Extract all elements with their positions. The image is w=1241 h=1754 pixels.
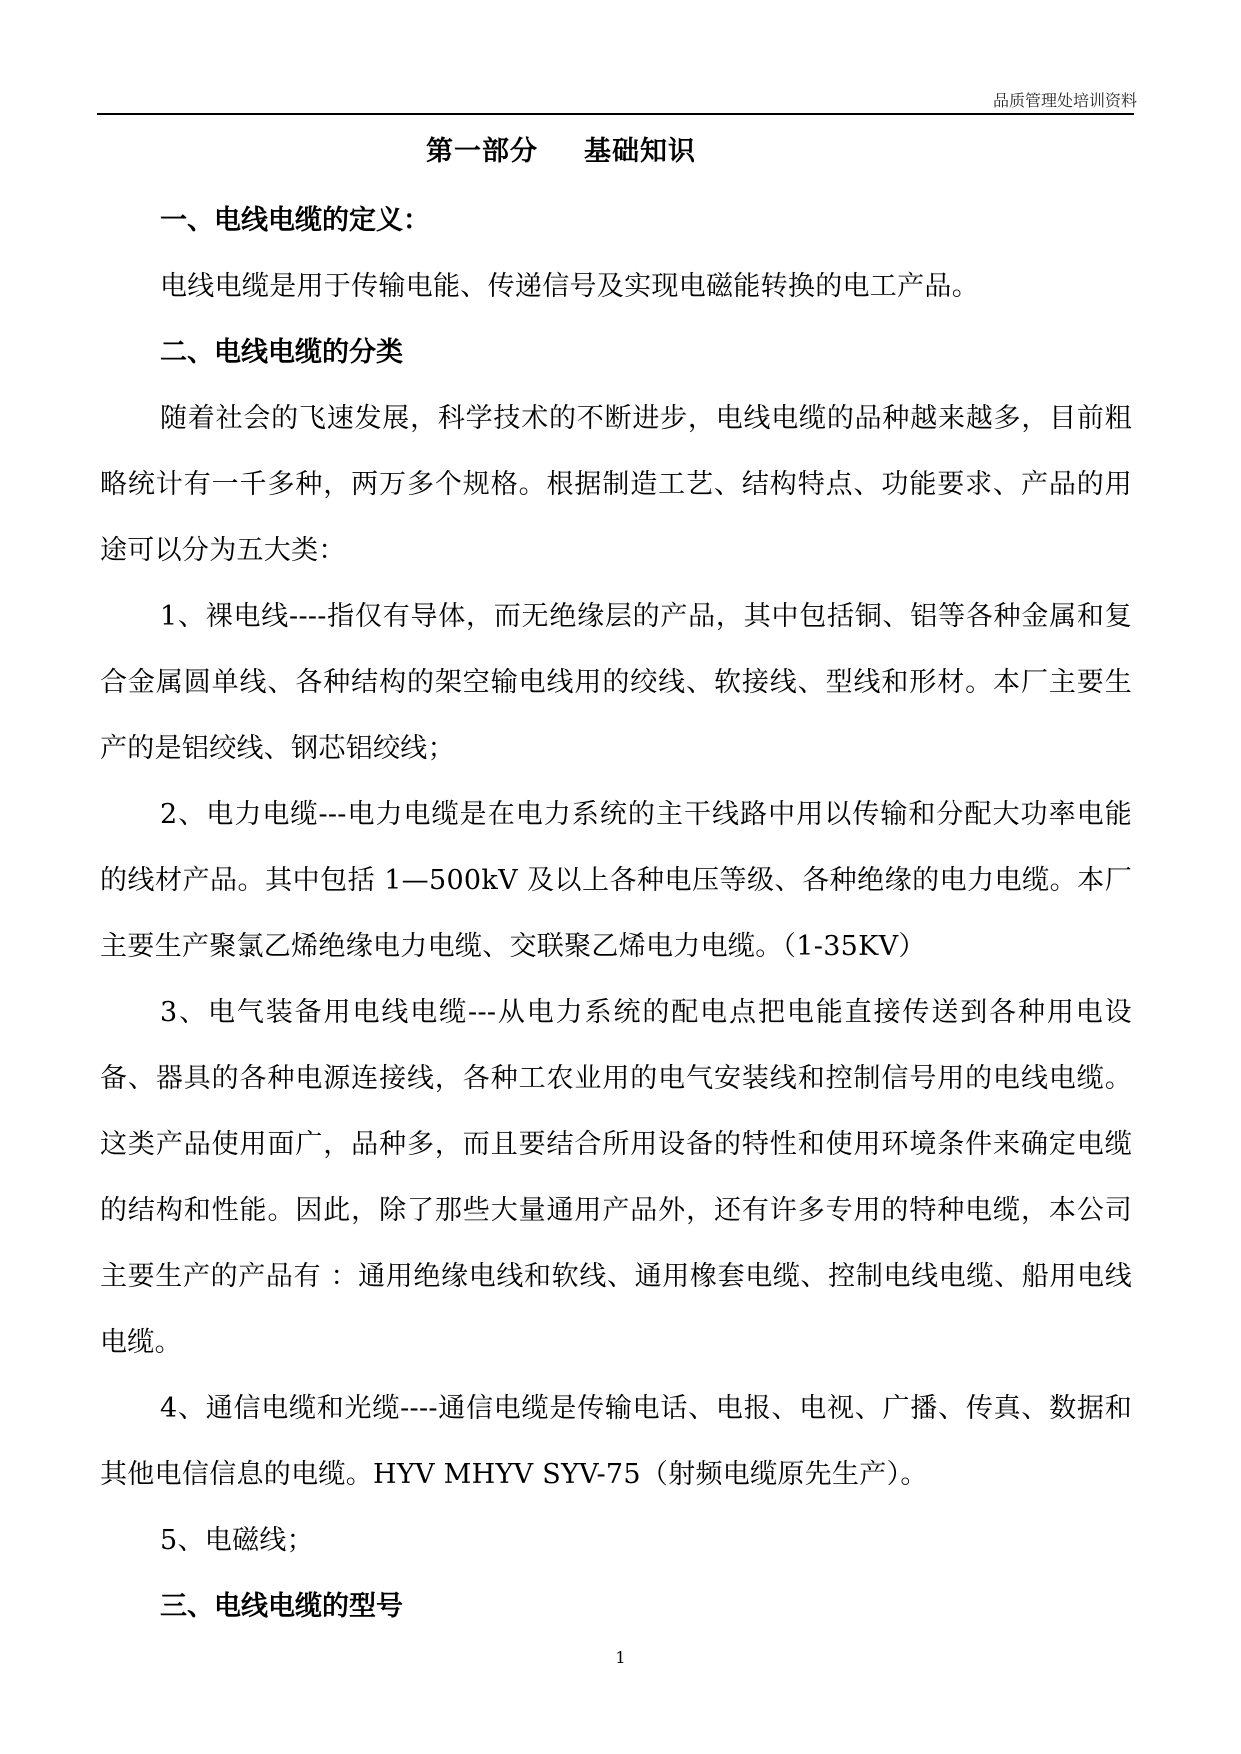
- section-heading-classification: 二、电线电缆的分类: [160, 337, 403, 368]
- paragraph-classification-intro: 随着社会的飞速发展，科学技术的不断进步，电线电缆的品种越来越多，目前粗略统计有一千多种，两万多个规格。根据制造工艺、结构特点、功能要求、产品的用途可以分为五大类：: [100, 403, 1132, 566]
- paragraph-item-magnet-wire: 5、电磁线；: [160, 1525, 314, 1556]
- paragraph-item-bare-wire: 1、裸电线----指仅有导体，而无绝缘层的产品，其中包括铜、铝等各种金属和复合金属圆单线、各种结构的架空输电线用的绞线、软接线、型线和形材。本厂主要生产的是铝绞线、钢芯铝绞线；: [100, 601, 1132, 764]
- paragraph-item-equipment-cable: 3、电气装备用电线电缆---从电力系统的配电点把电能直接传送到各种用电设备、器具的各种电源连接线，各种工农业用的电气安装线和控制信号用的电线电缆。这类产品使用面广，品种多，而且要结合所用设备的特性和使用环境条件来确定电缆的结构和性能。因此，除了那些大量通用产品外，还有许多专用的特种电缆，本公司主要生产的产品有 ：通用绝缘电线和软线、通用橡套电缆、控制电线电缆、船用电线电缆。: [100, 997, 1132, 1358]
- part-title-left: 第一部分: [426, 136, 538, 167]
- section-heading-definition: 一、电线电缆的定义：: [160, 205, 430, 236]
- part-title: [100, 128, 1132, 176]
- paragraph-item-power-cable: 2、电力电缆---电力电缆是在电力系统的主干线路中用以传输和分配大功率电能的线材产品。其中包括 1—500kV 及以上各种电压等级、各种绝缘的电力电缆。本厂主要生产聚氯乙烯绝缘电力电缆、交联聚乙烯电力电缆。（1-35KV）: [100, 799, 1132, 962]
- paragraph-item-communication-cable: 4、通信电缆和光缆----通信电缆是传输电话、电报、电视、广播、传真、数据和其他电信信息的电缆。HYV MHYV SYV-75（射频电缆原先生产）。: [100, 1393, 1132, 1490]
- section-heading-model: 三、电线电缆的型号: [160, 1591, 403, 1622]
- page-number: 1: [615, 1648, 626, 1667]
- part-title-right: 基础知识: [584, 136, 696, 167]
- document-body: [100, 128, 1132, 1640]
- header-rule: [97, 113, 1134, 115]
- paragraph-definition: 电线电缆是用于传输电能、传递信号及实现电磁能转换的电工产品。: [160, 271, 979, 302]
- header-label: 品质管理处培训资料: [992, 91, 1137, 110]
